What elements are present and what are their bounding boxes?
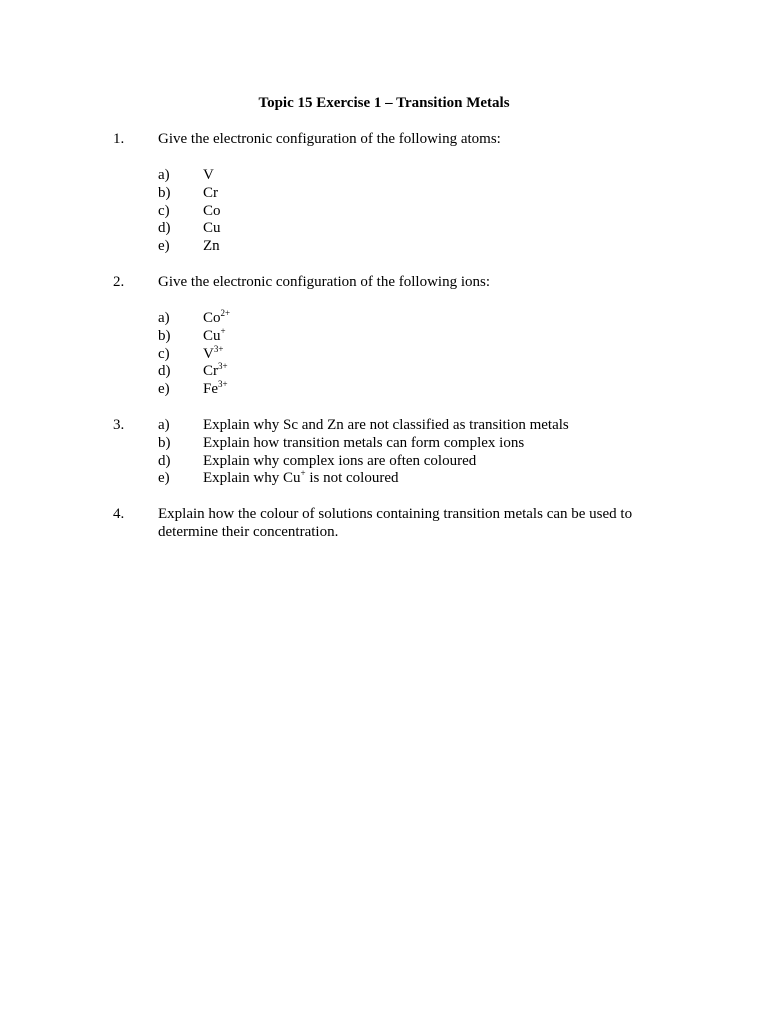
- element-symbol: V: [203, 167, 214, 183]
- element-symbol: Cr: [203, 363, 218, 380]
- part-text: Explain why complex ions are often coloured: [203, 452, 477, 469]
- ion-formula: [203, 380, 228, 398]
- ion-formula: [203, 345, 223, 363]
- list-item: [158, 219, 678, 237]
- ion-formula: [203, 309, 230, 327]
- part-letter: e): [158, 470, 170, 487]
- part-letter: d): [158, 452, 171, 469]
- part-text: Explain how transition metals can form complex ions: [203, 434, 525, 451]
- part-letter: e): [158, 238, 170, 255]
- part-letter: a): [158, 310, 170, 326]
- element-symbol: Fe: [203, 381, 218, 398]
- question-1-parts: [158, 166, 678, 255]
- part-letter: a): [158, 417, 170, 433]
- part-letter: c): [158, 202, 170, 219]
- element-symbol: Co: [203, 202, 221, 219]
- question-2-parts: [158, 309, 678, 398]
- question-number: 1.: [113, 131, 125, 147]
- list-item: [158, 469, 678, 487]
- element-symbol: Cu: [203, 327, 221, 344]
- ion-charge: 3+: [213, 343, 224, 354]
- part-text-end: is not coloured: [305, 470, 399, 487]
- ion-charge: 2+: [220, 308, 231, 318]
- list-item: [158, 416, 678, 434]
- question-number: 4.: [113, 506, 125, 522]
- part-letter: d): [158, 363, 171, 380]
- question-3-parts: [158, 416, 678, 487]
- part-letter: b): [158, 327, 171, 344]
- element-symbol: Cu: [203, 220, 221, 237]
- element-symbol: Co: [203, 310, 221, 326]
- part-letter: d): [158, 220, 171, 237]
- part-letter: c): [158, 345, 170, 362]
- part-letter: b): [158, 434, 171, 451]
- ion-charge: 3+: [218, 379, 228, 390]
- question-number: 3.: [113, 417, 125, 433]
- ion-charge: +: [220, 325, 226, 336]
- element-symbol: Cr: [203, 184, 218, 201]
- element-symbol: Zn: [203, 238, 220, 255]
- list-item: [158, 452, 678, 470]
- list-item: [158, 202, 678, 220]
- part-text: Explain why Sc and Zn are not classified as transition metals: [203, 417, 569, 433]
- list-item: [158, 166, 678, 184]
- part-letter: a): [158, 167, 170, 183]
- ion-charge: 3+: [218, 361, 228, 372]
- list-item: [158, 184, 678, 202]
- list-item: [158, 380, 678, 398]
- question-number: 2.: [113, 274, 125, 290]
- element-symbol: V: [203, 345, 214, 362]
- list-item: [158, 327, 678, 345]
- list-item: [158, 309, 678, 327]
- page-title: Topic 15 Exercise 1 – Transition Metals: [258, 95, 510, 111]
- part-text: [203, 469, 398, 487]
- part-text-start: Explain why Cu: [203, 470, 301, 487]
- ion-formula: [203, 362, 228, 380]
- list-item: [158, 434, 678, 452]
- part-letter: b): [158, 184, 171, 201]
- question-text: Explain how the colour of solutions containing transition metals can be used to determine their concentration.: [158, 506, 633, 540]
- ion-formula: [203, 327, 226, 345]
- list-item: [158, 362, 678, 380]
- list-item: [158, 345, 678, 363]
- ion-charge: +: [300, 468, 306, 479]
- question-text: Give the electronic configuration of the following ions:: [158, 274, 490, 290]
- list-item: [158, 237, 678, 255]
- part-letter: e): [158, 381, 170, 398]
- question-text: Give the electronic configuration of the following atoms:: [158, 131, 501, 147]
